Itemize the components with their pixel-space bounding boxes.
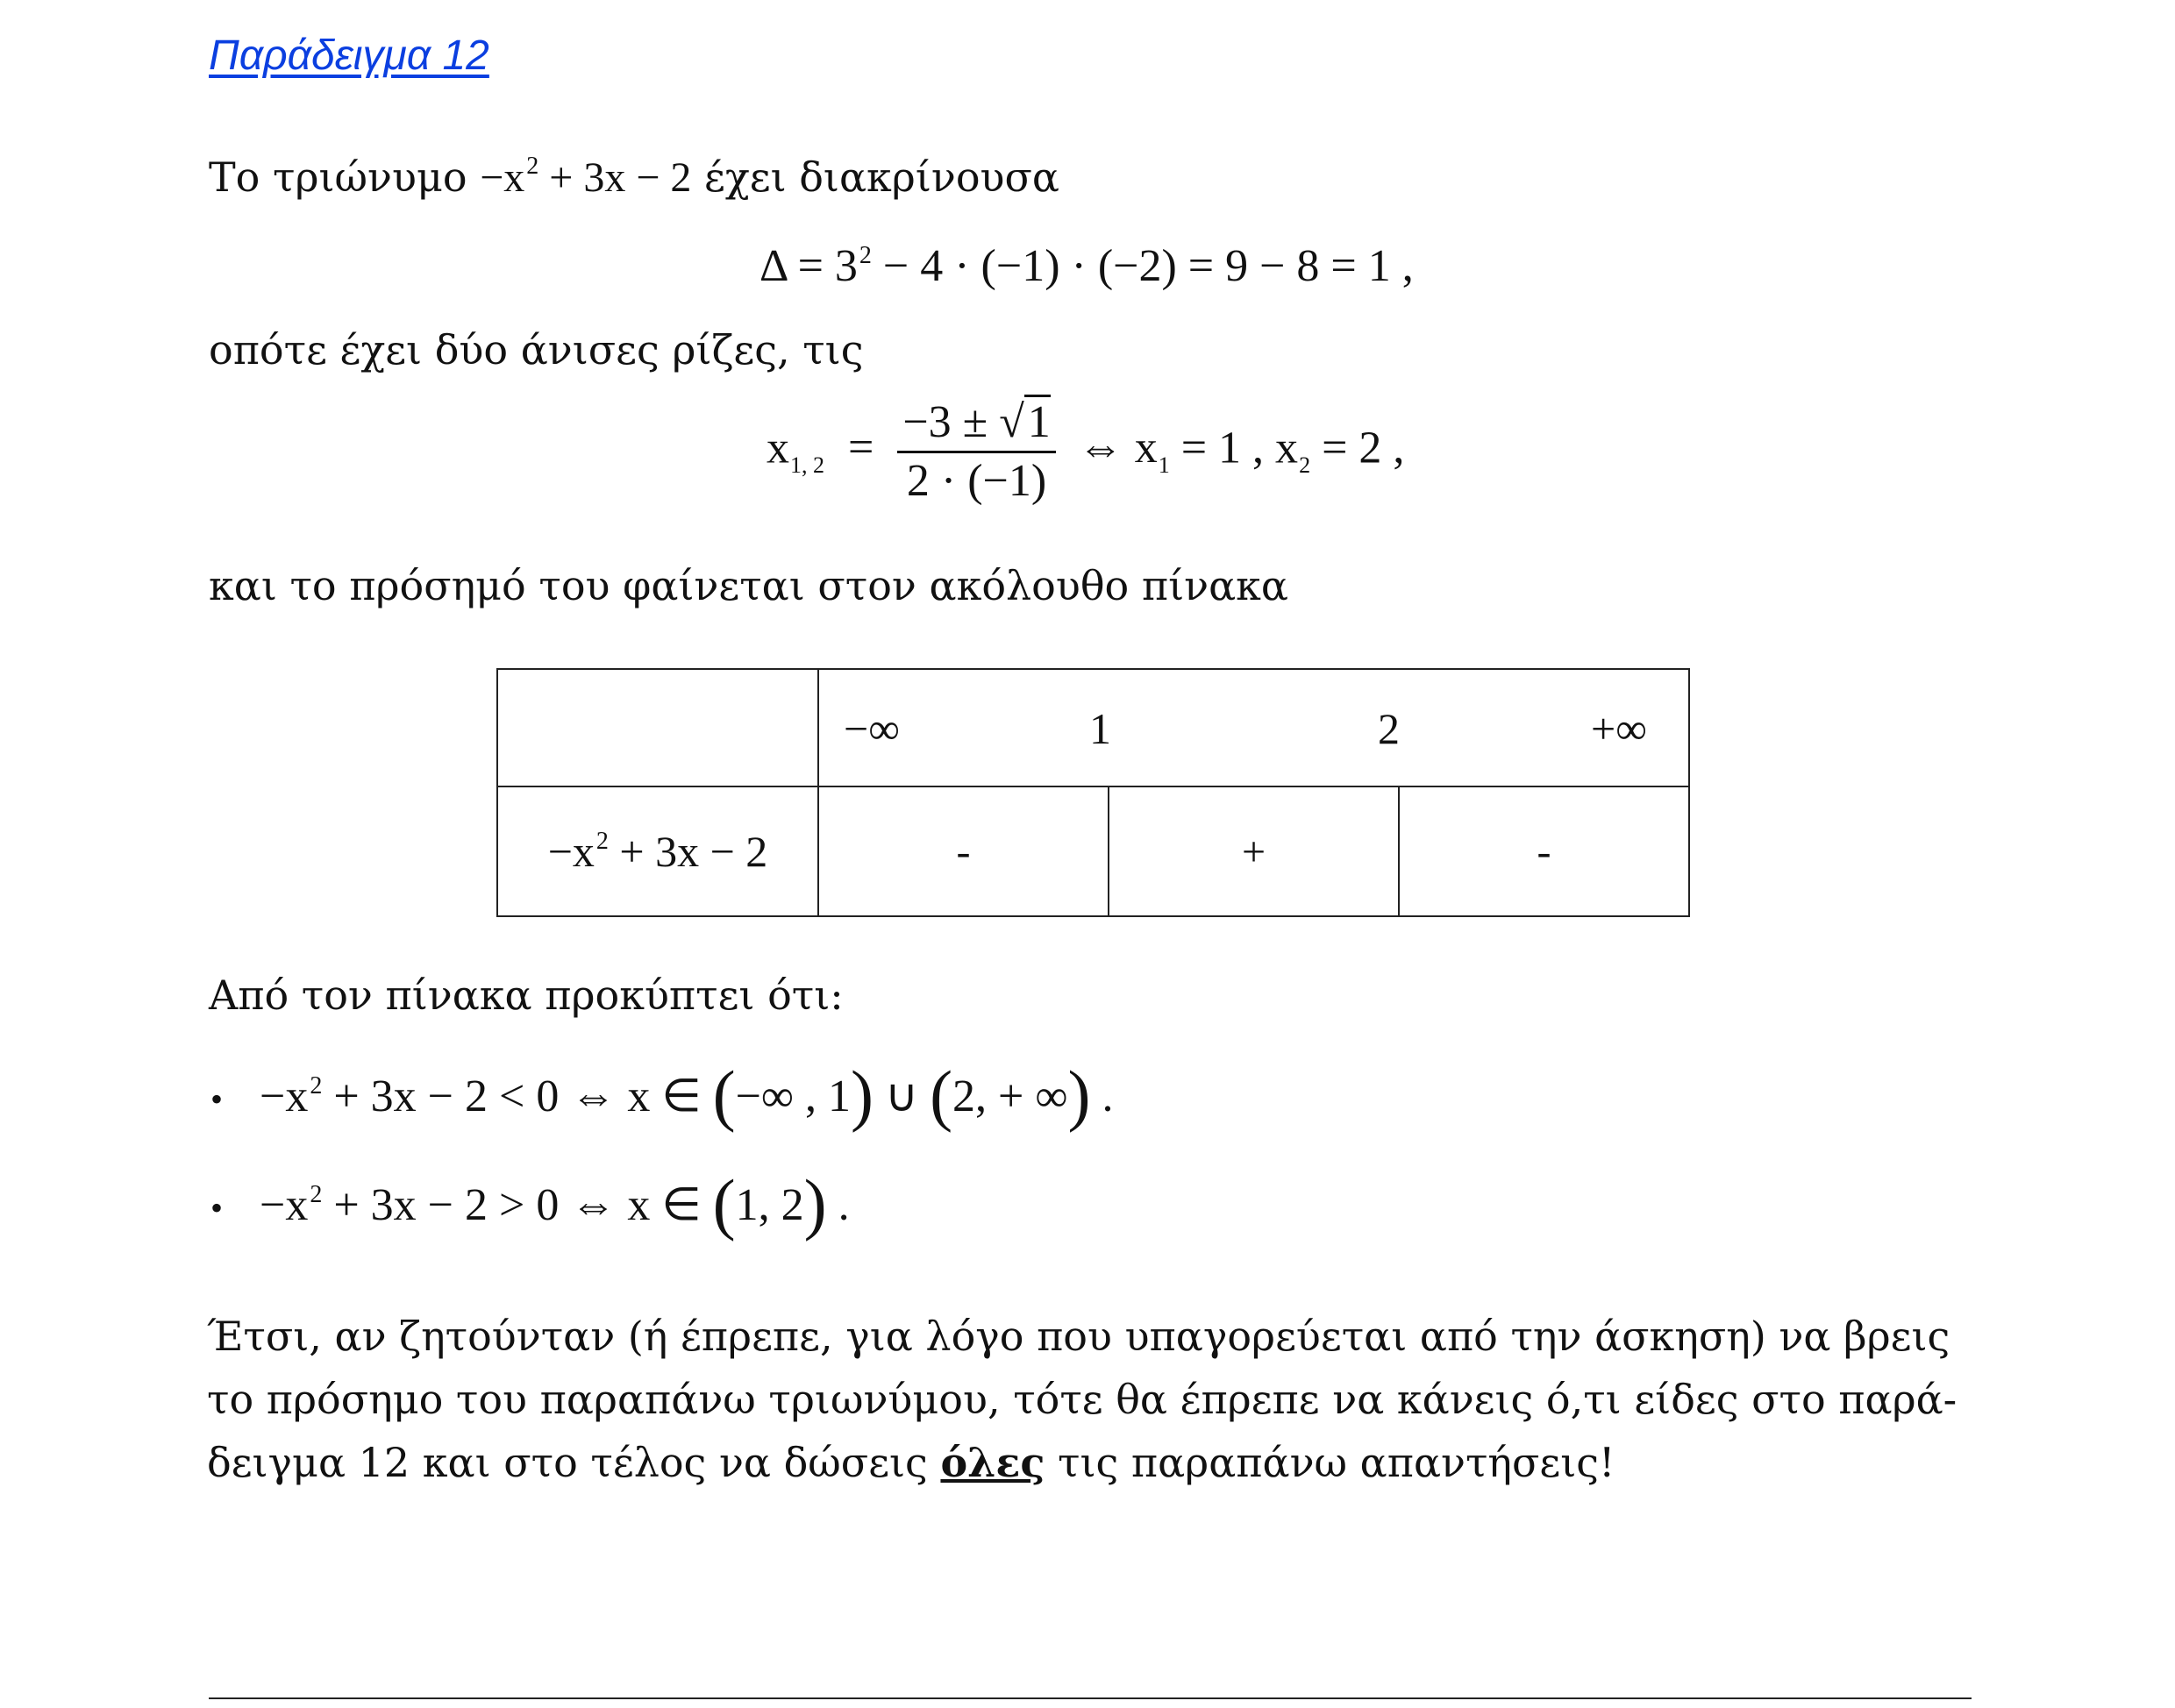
roots-intro: οπότε έχει δύο άνισες ρίζες, τις — [209, 326, 864, 374]
sign-table-value-row — [497, 786, 1689, 916]
root-variable: x — [767, 423, 789, 473]
bullet1-end: . — [1090, 1071, 1114, 1121]
discriminant-exponent: 2 — [859, 242, 872, 269]
bullet2-end: . — [826, 1180, 850, 1230]
bullet1-paren-close-2: ) — [1067, 1057, 1091, 1133]
intro-line — [209, 154, 1059, 199]
bullet2-paren-close: ) — [803, 1165, 827, 1242]
bullet2-term-a: −x — [260, 1180, 309, 1230]
poly-term-b: + 3x − 2 — [538, 154, 692, 201]
sign-table-header-row — [497, 669, 1689, 786]
bullet-symbol: • — [210, 1079, 224, 1119]
bullet-symbol: • — [210, 1188, 224, 1228]
bullet1-exponent: 2 — [310, 1072, 323, 1100]
sign-cell-1: - — [818, 786, 1109, 916]
closing-emphasis: όλες — [940, 1439, 1045, 1486]
root-fraction — [897, 397, 1055, 506]
example-heading-link[interactable]: Παράδειγμα 12 — [209, 32, 489, 79]
discriminant-rhs: − 4 · (−1) · (−2) = 9 − 8 = 1 , — [871, 241, 1414, 291]
sign-table-row-label — [497, 786, 818, 916]
sign-table — [496, 668, 1690, 917]
roots-iff: ⇔ x — [1077, 423, 1158, 473]
closing-text-1: Έτσι, αν ζητούνταν (ή έπρεπε, για λόγο που υπαγορεύεται από την άσκηση) να βρεις το πρόσημο του παραπάνω τριωνύμου, τότε θα έπρεπε να κάνεις ό,τι είδες στο παρά- δειγμα 12 και στο τέλος να δώσεις — [207, 1313, 1958, 1486]
roots-formula — [767, 397, 1405, 506]
sign-table-corner — [497, 669, 818, 786]
conclusion-intro: Από τον πίνακα προκύπτει ότι: — [209, 971, 844, 1019]
intro-text-after: έχει διακρίνουσα — [704, 153, 1059, 201]
intro-polynomial — [480, 154, 691, 201]
row-label-exponent: 2 — [595, 828, 609, 855]
footer-divider — [209, 1697, 1972, 1699]
bullet1-paren-open: ( — [712, 1057, 736, 1133]
discriminant-lhs: Δ = 3 — [759, 241, 858, 291]
point-one: 1 — [1089, 704, 1111, 753]
row-label-term-a: −x — [547, 827, 595, 876]
sqrt-radicand: 1 — [1024, 395, 1051, 447]
poly-exponent: 2 — [526, 153, 539, 180]
row-label-term-b: + 3x − 2 — [608, 827, 768, 876]
poly-term-a: −x — [480, 154, 525, 201]
sign-cell-3: - — [1399, 786, 1689, 916]
numerator-prefix: −3 ± √ — [902, 397, 1024, 447]
bullet-item-1 — [210, 1057, 1114, 1133]
root-denominator: 2 · (−1) — [906, 456, 1047, 506]
bullet1-interval-2: 2, + ∞ — [952, 1071, 1068, 1121]
discriminant-equation — [759, 241, 1414, 291]
bullet2-paren-open: ( — [712, 1165, 736, 1242]
closing-text-2: τις παραπάνω απαντήσεις! — [1045, 1439, 1615, 1486]
bullet1-union: ∪ — [874, 1071, 931, 1121]
bullet1-inequality: + 3x − 2 < 0 ⇔ x ∈ — [322, 1071, 713, 1121]
bullet1-paren-open-2: ( — [930, 1057, 953, 1133]
intro-text-before: Το τριώνυμο — [209, 153, 467, 201]
bullet1-term-a: −x — [260, 1071, 309, 1121]
point-neg-infinity: −∞ — [844, 704, 900, 753]
row-label-polynomial — [548, 827, 768, 876]
bullet-item-2 — [210, 1165, 850, 1242]
root2-subscript: 2 — [1299, 452, 1311, 479]
root-equals: = — [848, 423, 874, 473]
point-two: 2 — [1378, 704, 1400, 753]
root1-value: = 1 , x — [1169, 423, 1299, 473]
bullet1-interval-1: −∞ , 1 — [735, 1071, 852, 1121]
root2-value: = 2 , — [1310, 423, 1405, 473]
root-subscript-12: 1, 2 — [790, 452, 824, 479]
bullet1-paren-close: ) — [851, 1057, 874, 1133]
sign-table-points — [818, 669, 1689, 786]
root-numerator — [897, 397, 1055, 453]
closing-paragraph — [207, 1305, 1996, 1494]
point-pos-infinity: +∞ — [1591, 704, 1647, 753]
bullet2-interval: 1, 2 — [735, 1180, 804, 1230]
root1-subscript: 1 — [1158, 452, 1170, 479]
table-intro: και το πρόσημό του φαίνεται στον ακόλουθο πίνακα — [209, 562, 1288, 609]
bullet2-exponent: 2 — [310, 1181, 323, 1208]
sign-cell-2: + — [1109, 786, 1399, 916]
bullet2-inequality: + 3x − 2 > 0 ⇔ x ∈ — [322, 1180, 713, 1230]
